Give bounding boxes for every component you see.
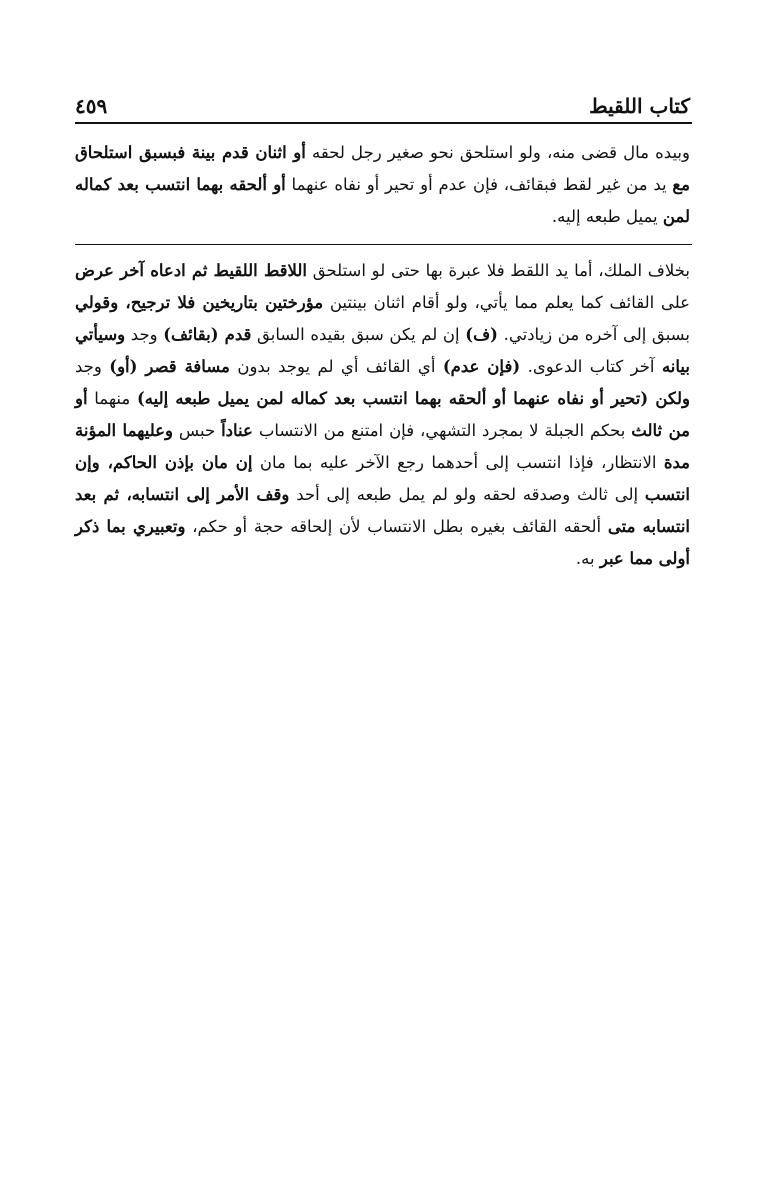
sharh-plain: على القائف كما يعلم مما يأتي، ولو أقام اثنان بينتين — [323, 293, 690, 312]
matn-plain-3: يميل طبعه إليه. — [551, 207, 663, 226]
page-header — [75, 88, 690, 118]
sharh-plain: الانتظار، فإذا انتسب إلى أحدهما رجع الآخر عليه بما مان — [252, 453, 664, 472]
sharh-plain: إن لم يكن سبق بقيده السابق — [251, 325, 466, 344]
sharh-plain: أي القائف أي لم يوجد بدون — [229, 357, 443, 376]
header-rule — [75, 122, 692, 124]
sharh-plain: حبس — [172, 421, 222, 440]
sharh-bold: قدم (بقائف) — [163, 325, 252, 344]
matn-sharh-divider — [75, 244, 692, 245]
sharh-plain: بحكم الجبلة لا بمجرد التشهي، فإن امتنع من الانتساب — [252, 421, 632, 440]
sharh-plain: بسبق إلى آخره من زيادتي. — [497, 325, 690, 344]
sharh-bold: اللاقط اللقيط ثم ادعاه آخر عرض — [75, 261, 307, 280]
page-number: ٤٥٩ — [75, 94, 108, 118]
sharh-bold: (فإن عدم) — [442, 357, 521, 376]
sharh-bold: وتعبيري بما ذكر أولى مما عبر — [75, 517, 690, 568]
sharh-bold: وقف الأمر إلى انتسابه، ثم بعد انتسابه متى — [75, 485, 691, 536]
matn-bold-1: أو اثنان قدم بينة فبسبق استلحاق مع — [75, 143, 690, 194]
sharh-bold: (ف) — [465, 325, 498, 344]
sharh-bold: مسافة قصر (أو) — [109, 357, 230, 376]
sharh-plain: ألحقه القائف بغيره بطل الانتساب لأن إلحاقه حجة أو حكم، — [185, 517, 608, 536]
sharh-bold: وسيأتي بيانه — [75, 325, 690, 376]
sharh-bold: إن مان بإذن الحاكم، وإن انتسب — [75, 453, 690, 504]
matn-plain-2: يد من غير لقط فبقائف، فإن عدم أو تحير أو نفاه عنهما — [285, 175, 673, 194]
matn-plain-1: وبيده مال قضى منه، ولو استلحق نحو صغير رجل لحقه — [305, 143, 690, 162]
sharh-bold: عناداً — [221, 421, 253, 440]
sharh-plain: وجد — [125, 325, 164, 344]
matn-text — [75, 137, 690, 233]
sharh-plain: آخر كتاب الدعوى. — [520, 357, 662, 376]
sharh-plain: به. — [575, 549, 600, 568]
sharh-plain: إلى ثالث وصدقه لحقه ولو لم يمل طبعه إلى أحد — [289, 485, 645, 504]
sharh-bold: ولكن (تحير أو نفاه عنهما أو ألحقه بهما انتسب بعد كماله لمن يميل طبعه إليه) — [136, 389, 690, 408]
sharh-plain: بخلاف الملك، أما يد اللقط فلا عبرة بها حتى لو استلحق — [306, 261, 690, 280]
sharh-plain: وجد — [75, 357, 110, 376]
sharh-text — [75, 255, 690, 575]
sharh-bold: أو من ثالث — [75, 389, 690, 440]
matn-bold-2: أو ألحقه بهما انتسب بعد كماله لمن — [75, 175, 690, 226]
sharh-bold: وعليهما المؤنة مدة — [75, 421, 691, 472]
sharh-plain: منهما — [87, 389, 137, 408]
running-title: كتاب اللقيط — [589, 94, 690, 118]
sharh-bold: مؤرختين بتاريخين فلا ترجيح، وقولي — [75, 293, 324, 312]
